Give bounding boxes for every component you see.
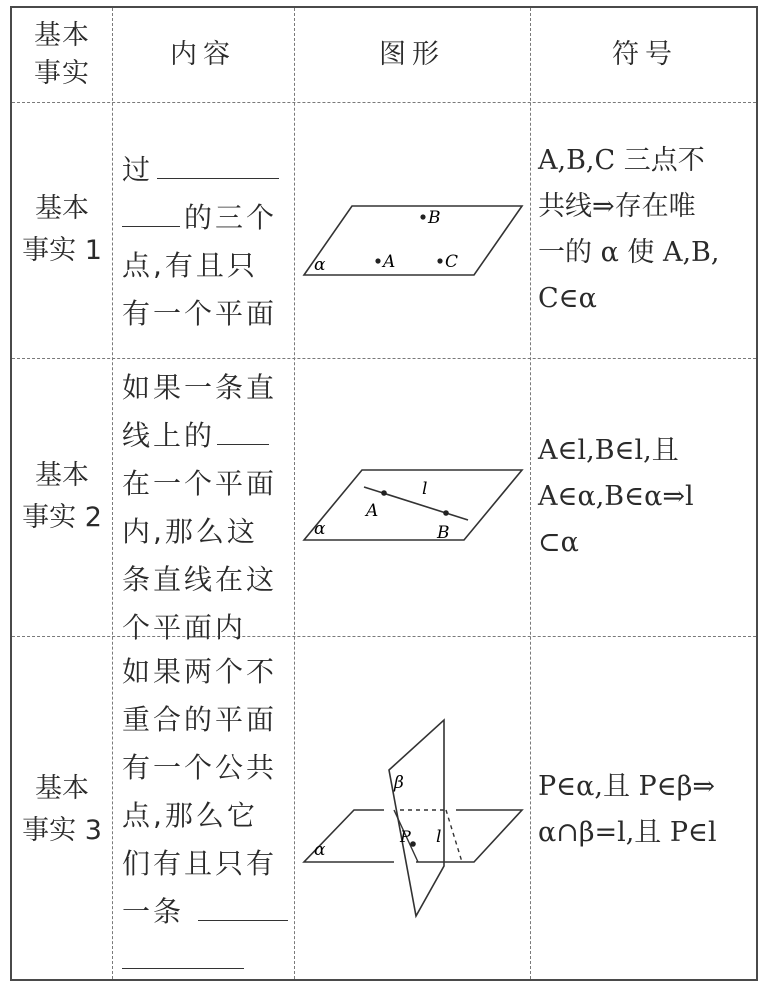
content-text: 一条 <box>122 895 185 928</box>
label-c: C <box>445 252 459 272</box>
fact-name-line2: 事实 3 <box>22 814 102 846</box>
content-text: 在一个平面 <box>122 467 278 500</box>
fact-name-line1: 基本 <box>35 772 89 804</box>
content-text: 点,有且只 <box>122 249 258 282</box>
label-b: B <box>437 523 450 543</box>
symbol-text: A,B,C 三点不 <box>538 145 705 176</box>
content-text: 重合的平面 <box>122 703 278 736</box>
row3-content <box>112 648 294 984</box>
header-content-label: 内容 <box>170 39 236 70</box>
content-text: 们有且只有 <box>122 847 278 880</box>
label-l: l <box>422 479 428 499</box>
row3-figure <box>294 636 530 983</box>
header-basic-fact-line2: 事实 <box>34 58 90 89</box>
point-b <box>443 510 449 516</box>
row2-figure <box>294 358 530 636</box>
label-a: A <box>366 501 379 521</box>
label-alpha: α <box>314 840 326 860</box>
answer-blank <box>157 150 279 179</box>
intersection-line-hidden <box>446 810 462 862</box>
fact-name-line2: 事实 2 <box>22 502 102 533</box>
content-text: 个平面内 <box>122 611 247 644</box>
point-c <box>437 258 442 263</box>
row3-fact-name <box>12 636 112 983</box>
row2-content <box>112 364 294 652</box>
fact-name-line1: 基本 <box>35 193 89 224</box>
row3-symbol <box>530 636 760 983</box>
row1-content <box>112 146 294 338</box>
line-l <box>364 487 468 520</box>
label-l: l <box>436 827 442 847</box>
two-planes-figure <box>294 636 530 983</box>
row1-symbol <box>530 102 760 358</box>
point-a <box>375 258 380 263</box>
row2-fact-name <box>12 358 112 636</box>
symbol-text: ⊂α <box>538 527 579 558</box>
header-figure <box>294 8 530 102</box>
header-symbol-label: 符号 <box>612 39 678 70</box>
point-p <box>410 841 416 847</box>
answer-blank <box>217 416 269 445</box>
answer-blank <box>122 940 244 969</box>
content-text: 有一个公共 <box>122 751 278 784</box>
plane-alpha <box>304 470 522 540</box>
plane-alpha-right <box>416 810 522 862</box>
symbol-text: 一的 α 使 A,B, <box>538 237 720 268</box>
label-a: A <box>383 252 396 272</box>
point-a <box>381 490 387 496</box>
symbol-text: P∈α,且 P∈β⇒ <box>538 770 715 802</box>
fact-name-line1: 基本 <box>35 460 89 491</box>
content-text: 有一个平面 <box>122 297 278 330</box>
basic-facts-table <box>10 6 758 981</box>
header-basic-fact-line1: 基本 <box>34 20 90 51</box>
answer-blank <box>198 892 288 921</box>
row2-symbol <box>530 358 760 636</box>
symbol-text: C∈α <box>538 283 597 314</box>
fact-name-line2: 事实 1 <box>22 235 102 266</box>
label-beta: β <box>394 773 404 793</box>
plane-alpha <box>304 206 522 275</box>
content-text: 如果一条直 <box>122 371 278 404</box>
header-content <box>112 8 294 102</box>
point-b <box>420 214 425 219</box>
answer-blank <box>122 198 180 227</box>
header-figure-label: 图形 <box>379 39 445 70</box>
plane-three-points-figure <box>294 102 530 358</box>
symbol-text: A∈l,B∈l,且 <box>538 435 679 466</box>
content-text: 线上的 <box>122 419 216 452</box>
content-text: 的三个 <box>184 201 278 234</box>
plane-line-figure <box>294 358 530 636</box>
label-b: B <box>428 208 441 228</box>
symbol-text: α∩β=l,且 P∈l <box>538 816 717 848</box>
label-p: P <box>400 827 411 846</box>
symbol-text: 共线⇒存在唯 <box>538 191 696 222</box>
content-text: 点,那么它 <box>122 799 258 832</box>
label-alpha: α <box>314 519 326 539</box>
row1-fact-name <box>12 102 112 358</box>
content-text: 如果两个不 <box>122 655 278 688</box>
content-text: 内,那么这 <box>122 515 258 548</box>
label-alpha: α <box>314 255 326 275</box>
header-basic-fact <box>12 8 112 102</box>
row1-figure <box>294 102 530 358</box>
symbol-text: A∈α,B∈α⇒l <box>538 481 694 512</box>
content-text: 过 <box>122 153 154 186</box>
header-symbol <box>530 8 760 102</box>
content-text: 条直线在这 <box>122 563 278 596</box>
